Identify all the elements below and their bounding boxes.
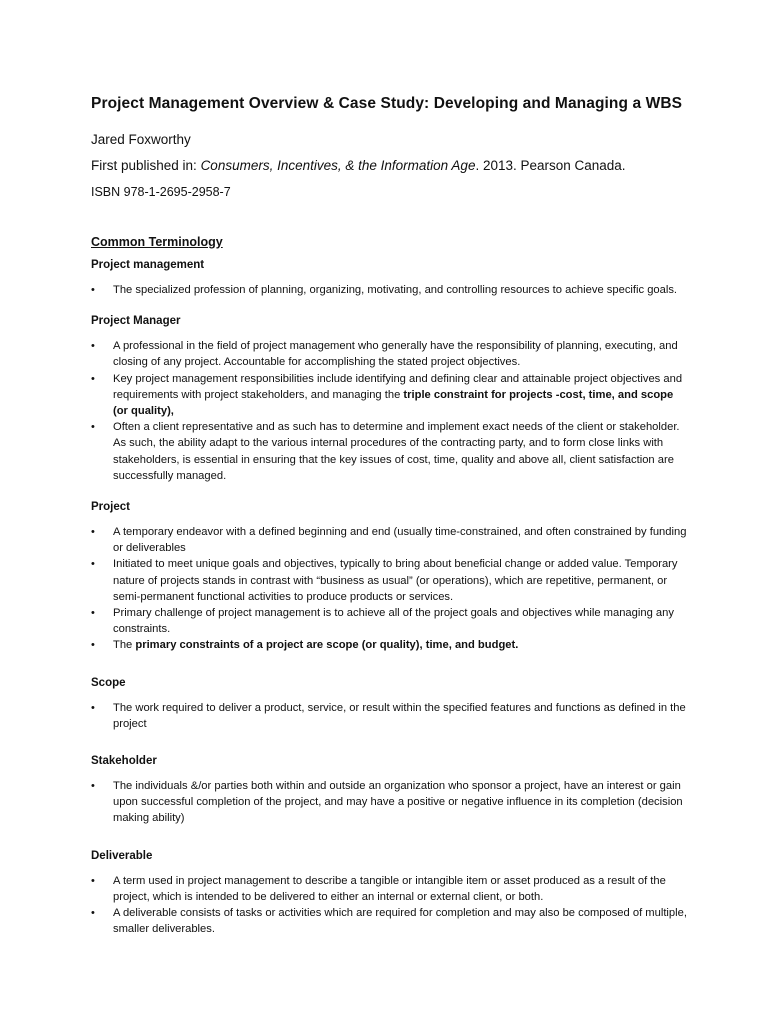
bullet: • (91, 340, 95, 353)
list-item (91, 700, 691, 732)
publication-work: Consumers, Incentives, & the Information Age (200, 158, 476, 173)
term-heading-project-manager: Project Manager (91, 315, 181, 328)
definition-list-project (91, 524, 691, 654)
item-text: The individuals &/or parties both within and outside an organization who sponsor a project, have an interest or gain upon successful completion of the project, and may have a positive or negative influence in its completion (decision making ability) (113, 780, 683, 825)
definition-list-deliverable (91, 873, 691, 938)
item-text: The (113, 639, 136, 652)
item-text: A professional in the field of project management who generally have the responsibility of planning, executing, and closing of any project. Accountable for accomplishing the stated project objectives. (113, 340, 678, 369)
item-text: Primary challenge of project management is to achieve all of the project goals and objectives while managing any constraints. (113, 607, 674, 636)
list-item (91, 556, 691, 605)
bullet: • (91, 372, 95, 385)
list-item (91, 371, 691, 420)
definition-list-stakeholder (91, 778, 691, 827)
item-text: A deliverable consists of tasks or activities which are required for completion and may also be composed of multiple, smaller deliverables. (113, 907, 687, 936)
list-item (91, 419, 691, 484)
item-text: A term used in project management to describe a tangible or intangible item or asset produced as a result of the project, which is intended to be delivered to either an internal or external client, or both. (113, 874, 666, 903)
publication-line (91, 157, 708, 175)
term-heading-deliverable: Deliverable (91, 849, 153, 862)
bullet: • (91, 284, 95, 296)
bullet: • (91, 526, 95, 539)
author-name: Jared Foxworthy (91, 132, 191, 147)
term-heading-project-management: Project management (91, 259, 205, 271)
item-text: Often a client representative and as such has to determine and implement exact needs of the client or stakeholder. As such, the ability adapt to the various internal procedures of the contracting party, and to form close links with stakeholders, is essential in ensuring that the key issues of cost, time, quality and above all, client satisfaction are successfully managed. (113, 421, 680, 482)
bullet: • (91, 558, 95, 571)
publication-label: First published in: (91, 158, 201, 173)
bullet: • (91, 639, 95, 652)
list-item (91, 778, 691, 827)
bullet: • (91, 421, 95, 434)
definition-list-project-management (91, 282, 691, 298)
bullet: • (91, 780, 95, 793)
definition-list-project-manager (91, 338, 691, 484)
bullet: • (91, 874, 95, 887)
term-heading-stakeholder: Stakeholder (91, 755, 157, 768)
item-text: A temporary endeavor with a defined beginning and end (usually time-constrained, and often constrained by funding or deliverables (113, 526, 687, 555)
list-item (91, 873, 691, 905)
term-heading-scope: Scope (91, 676, 126, 689)
list-item (91, 905, 691, 937)
bullet: • (91, 907, 95, 920)
item-text: The work required to deliver a product, service, or result within the specified features and functions as defined in the project (113, 701, 686, 730)
list-item (91, 338, 691, 370)
document-title: Project Management Overview & Case Study: Developing and Managing a WBS (91, 95, 683, 112)
item-text: The specialized profession of planning, organizing, motivating, and controlling resources to achieve specific goals. (113, 284, 678, 296)
bullet: • (91, 701, 95, 714)
list-item (91, 605, 691, 637)
definition-list-scope (91, 700, 691, 732)
item-text-bold: primary constraints of a project are scope (or quality), time, and budget. (135, 639, 519, 652)
term-heading-project: Project (91, 501, 130, 514)
list-item (91, 637, 691, 653)
item-text: Initiated to meet unique goals and objectives, typically to bring about beneficial change or added value. Temporary nature of projects stands in contrast with “business as usual” (or operations), which are repetitive, permanent, or semi-permanent functional activities to produce products or services. (113, 558, 678, 603)
item-text-bold: triple constraint for projects -cost, time, and scope (or quality), (113, 388, 674, 418)
section-title: Common Terminology (91, 235, 223, 249)
bullet: • (91, 607, 95, 620)
item-text: Key project management responsibilities include identifying and defining clear and attainable project objectives and requirements with project stakeholders, and managing the (113, 372, 683, 401)
list-item (91, 282, 691, 298)
isbn: ISBN 978-1-2695-2958-7 (91, 185, 231, 199)
publication-details: . 2013. Pearson Canada. (475, 158, 626, 173)
list-item (91, 524, 691, 556)
